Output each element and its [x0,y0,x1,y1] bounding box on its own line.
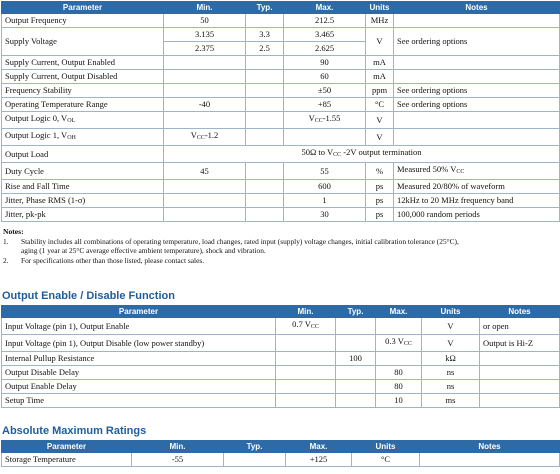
table-row [2,366,560,380]
notes-subscript: CC [456,169,465,175]
table-row [2,208,560,222]
cell-min: 3.135 [164,28,246,42]
cell-param: Supply Current, Output Disabled [2,70,164,84]
cell-notes: 12kHz to 20 MHz frequency band [394,194,560,208]
cell-typ [246,14,284,28]
cell-max: 80 [376,366,422,380]
note-text: For specifications other than those listed, please contact sales. [21,255,205,265]
cell-typ [336,318,376,335]
cell-param: Internal Pullup Resistance [2,352,276,366]
cell-param: Rise and Fall Time [2,180,164,194]
specifications-table [1,1,560,222]
cell-min [164,180,246,194]
cell-units: V [422,335,480,352]
cell-param: Setup Time [2,394,276,408]
cell-units: °C [352,453,420,467]
cell-param [2,129,164,146]
cell-max: 212.5 [284,14,366,28]
cell-max: ±50 [284,84,366,98]
table-row [2,70,560,84]
param-subscript: OL [67,118,76,124]
cell-min [276,380,336,394]
cell-min [164,208,246,222]
table-row [2,394,560,408]
cell-notes: Output is Hi-Z [480,335,560,352]
table-row [2,318,560,335]
table-row [2,163,560,180]
cell-min [164,129,246,146]
cell-min: -55 [132,453,224,467]
cell-min [276,318,336,335]
table-header-row [2,306,560,318]
min-text: V [190,130,197,140]
table-row [2,194,560,208]
cell-max [284,129,366,146]
cell-units: V [366,112,394,129]
cell-param: Jitter, Phase RMS (1-σ) [2,194,164,208]
cell-units: V [366,129,394,146]
cell-max [376,352,422,366]
cell-units: V [422,318,480,335]
cell-units: ppm [366,84,394,98]
cell-typ: 3.3 [246,28,284,42]
table-row [2,380,560,394]
param-text: Output Logic 1, V [5,130,68,140]
cell-typ: 2.5 [246,42,284,56]
table-row [2,112,560,129]
span-subscript: CC [333,152,342,158]
cell-max: 2.625 [284,42,366,56]
cell-typ [246,84,284,98]
cell-notes: Measured 20/80% of waveform [394,180,560,194]
cell-typ [246,98,284,112]
col-header-parameter: Parameter [2,2,164,14]
cell-param: Supply Voltage [2,28,164,56]
cell-units: V [366,28,394,56]
table-header-row [2,2,560,14]
cell-units: % [366,163,394,180]
cell-units: ns [422,366,480,380]
cell-units: ps [366,208,394,222]
cell-param: Duty Cycle [2,163,164,180]
table-row [2,84,560,98]
cell-min: 45 [164,163,246,180]
output-enable-table [1,305,560,408]
span-tail: -2V output termination [341,147,422,157]
cell-notes [480,394,560,408]
note-text [21,237,557,256]
cell-units: MHz [366,14,394,28]
cell-max: 3.465 [284,28,366,42]
cell-units: °C [366,98,394,112]
cell-min: 50 [164,14,246,28]
cell-typ [224,453,286,467]
table-row [2,14,560,28]
cell-notes [420,453,560,467]
span-text: 50Ω to V [301,147,334,157]
cell-typ [246,112,284,129]
cell-typ [246,208,284,222]
max-text: 0.3 V [385,336,404,346]
note-number: 1. [3,236,9,246]
cell-max: 1 [284,194,366,208]
cell-param: Jitter, pk-pk [2,208,164,222]
note-line: aging (1 year at 25°C average effective ambient temperature), shock and vibration. [21,246,266,255]
cell-max: +125 [286,453,352,467]
cell-notes [394,14,560,28]
table-row [2,146,560,163]
cell-min [164,84,246,98]
cell-notes [394,163,560,180]
cell-param: Frequency Stability [2,84,164,98]
cell-notes [480,366,560,380]
table-row [2,129,560,146]
cell-typ [246,70,284,84]
cell-typ: 100 [336,352,376,366]
cell-min [276,352,336,366]
cell-max: 60 [284,70,366,84]
cell-param: Input Voltage (pin 1), Output Disable (low power standby) [2,335,276,352]
cell-typ [246,163,284,180]
col-header-units: Units [422,306,480,318]
cell-notes [394,112,560,129]
notes-heading: Notes: [3,227,24,236]
cell-span [164,146,560,163]
min-text: 0.7 V [292,319,311,329]
cell-typ [336,394,376,408]
cell-min [276,366,336,380]
table-header-row [2,441,560,453]
cell-min [164,56,246,70]
col-header-typ: Typ. [336,306,376,318]
cell-units: ps [366,180,394,194]
cell-notes [394,129,560,146]
cell-typ [336,366,376,380]
col-header-units: Units [352,441,420,453]
cell-param: Storage Temperature [2,453,132,467]
table-row [2,98,560,112]
cell-param: Supply Current, Output Enabled [2,56,164,70]
cell-units: mA [366,70,394,84]
cell-param: Output Disable Delay [2,366,276,380]
notes-text: Measured 50% V [397,164,457,174]
cell-units: ms [422,394,480,408]
col-header-typ: Typ. [224,441,286,453]
col-header-max: Max. [376,306,422,318]
cell-max: 30 [284,208,366,222]
table-row [2,352,560,366]
output-enable-title: Output Enable / Disable Function [2,290,175,302]
cell-max: 80 [376,380,422,394]
cell-min [276,335,336,352]
cell-param [2,112,164,129]
table-row [2,180,560,194]
col-header-notes: Notes [420,441,560,453]
note-line: Stability includes all combinations of operating temperature, load changes, rated input (supply) voltage changes, initial calibration tolerance (25°C), [21,236,459,246]
min-subscript: CC [310,324,319,330]
cell-max: 10 [376,394,422,408]
cell-min: -40 [164,98,246,112]
col-header-units: Units [366,2,394,14]
cell-units: ns [422,380,480,394]
cell-min [164,194,246,208]
col-header-parameter: Parameter [2,306,276,318]
max-subscript: CC [403,341,412,347]
cell-units: ps [366,194,394,208]
absolute-max-table [1,440,560,467]
notes-section [3,227,557,265]
cell-notes [394,56,560,70]
cell-max: 55 [284,163,366,180]
cell-units: kΩ [422,352,480,366]
cell-notes: 100,000 random periods [394,208,560,222]
cell-param: Input Voltage (pin 1), Output Enable [2,318,276,335]
col-header-min: Min. [276,306,336,318]
cell-notes [480,380,560,394]
cell-max [376,318,422,335]
cell-typ [246,194,284,208]
cell-min [164,70,246,84]
cell-max: +85 [284,98,366,112]
table-row [2,453,560,467]
cell-notes: See ordering options [394,98,560,112]
cell-notes [480,352,560,366]
col-header-notes: Notes [480,306,560,318]
min-subscript: CC [196,135,205,141]
table-row [2,335,560,352]
min-tail: -1.2 [204,130,219,140]
cell-param: Output Enable Delay [2,380,276,394]
cell-max: 600 [284,180,366,194]
cell-min [276,394,336,408]
cell-max [376,335,422,352]
cell-param: Operating Temperature Range [2,98,164,112]
note-number: 2. [3,255,9,265]
table-row [2,56,560,70]
cell-units: mA [366,56,394,70]
note-item [3,256,557,266]
cell-notes [394,70,560,84]
cell-param: Output Frequency [2,14,164,28]
col-header-parameter: Parameter [2,441,132,453]
cell-max [284,112,366,129]
param-text: Output Logic 0, V [5,113,68,123]
col-header-min: Min. [164,2,246,14]
cell-min [164,112,246,129]
col-header-typ: Typ. [246,2,284,14]
col-header-notes: Notes [394,2,560,14]
cell-typ [246,56,284,70]
param-subscript: OH [67,135,76,141]
note-item [3,237,557,256]
cell-notes: or open [480,318,560,335]
cell-typ [336,380,376,394]
cell-typ [336,335,376,352]
cell-max: 90 [284,56,366,70]
cell-min: 2.375 [164,42,246,56]
max-subscript: CC [314,118,323,124]
cell-typ [246,180,284,194]
col-header-max: Max. [286,441,352,453]
max-tail: -1.55 [322,113,341,123]
col-header-max: Max. [284,2,366,14]
col-header-min: Min. [132,441,224,453]
max-text: V [308,113,315,123]
cell-notes: See ordering options [394,28,560,56]
table-row [2,28,560,42]
cell-typ [246,129,284,146]
cell-param: Output Load [2,146,164,163]
cell-notes: See ordering options [394,84,560,98]
absolute-max-title: Absolute Maximum Ratings [2,425,147,437]
